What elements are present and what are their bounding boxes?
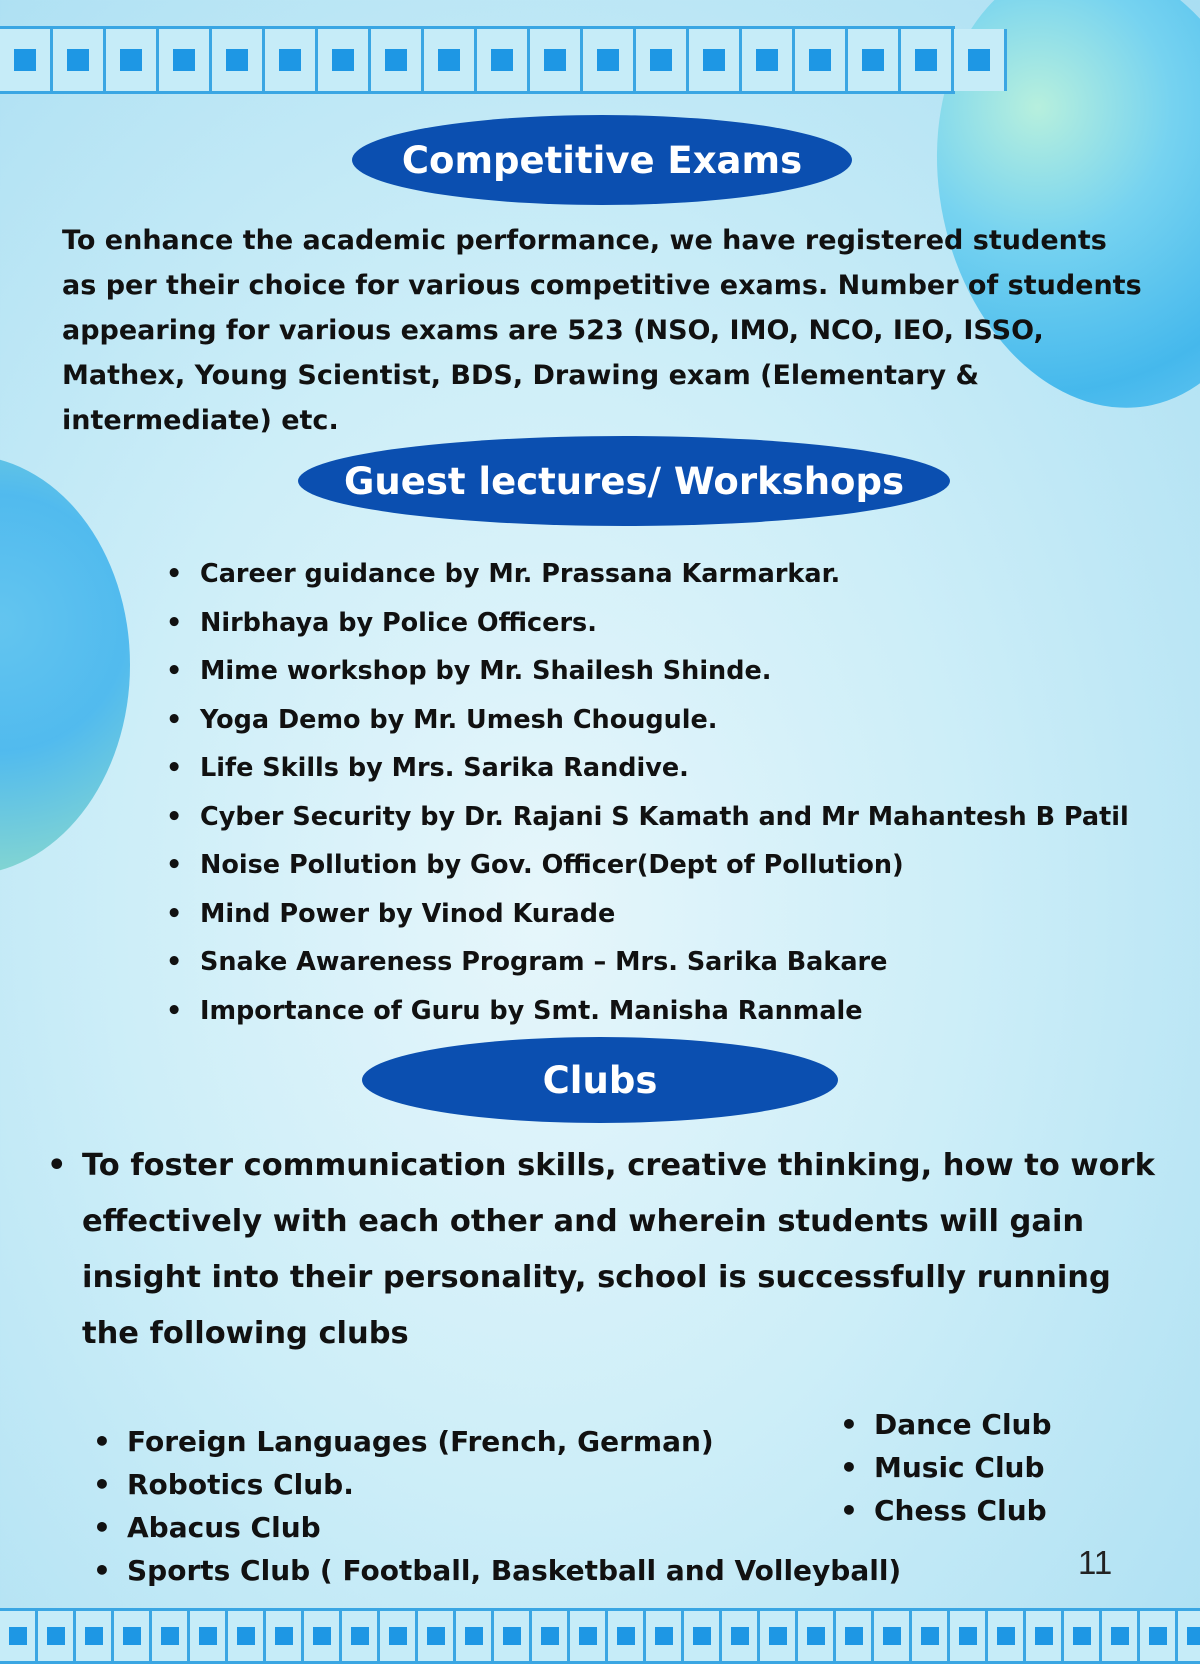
guest-lectures-title: Guest lectures/ Workshops bbox=[344, 459, 904, 503]
clubs-list-right bbox=[840, 1403, 1052, 1532]
clubs-intro bbox=[82, 1138, 1172, 1362]
decorative-blob-left bbox=[0, 455, 130, 875]
competitive-exams-heading bbox=[352, 115, 852, 205]
competitive-exams-title: Competitive Exams bbox=[401, 138, 803, 182]
bottom-border-strip bbox=[0, 1608, 1200, 1664]
list-item: • Yoga Demo by Mr. Umesh Chougule. bbox=[166, 696, 1129, 745]
page-number: 11 bbox=[1078, 1544, 1113, 1581]
list-item: • Career guidance by Mr. Prassana Karmarkar. bbox=[166, 550, 1129, 599]
clubs-intro-text: To foster communication skills, creative thinking, how to work effectively with each other and wherein students will gain insight into their personality, school is successfully running the following clubs bbox=[82, 1148, 1155, 1351]
list-item: • Life Skills by Mrs. Sarika Randive. bbox=[166, 744, 1129, 793]
list-item: • Sports Club ( Football, Basketball and Volleyball) bbox=[93, 1549, 901, 1592]
list-item: • Music Club bbox=[840, 1446, 1052, 1489]
list-item: • Cyber Security by Dr. Rajani S Kamath and Mr Mahantesh B Patil bbox=[166, 793, 1129, 842]
list-item: • Foreign Languages (French, German) bbox=[93, 1420, 901, 1463]
clubs-heading bbox=[362, 1037, 838, 1123]
list-item: • Chess Club bbox=[840, 1489, 1052, 1532]
top-border-strip bbox=[0, 26, 955, 94]
list-item: • Nirbhaya by Police Officers. bbox=[166, 599, 1129, 648]
list-item: • Dance Club bbox=[840, 1403, 1052, 1446]
list-item: • Abacus Club bbox=[93, 1506, 901, 1549]
list-item: • Snake Awareness Program – Mrs. Sarika Bakare bbox=[166, 938, 1129, 987]
list-item: • Noise Pollution by Gov. Officer(Dept of Pollution) bbox=[166, 841, 1129, 890]
list-item: • Importance of Guru by Smt. Manisha Ranmale bbox=[166, 987, 1129, 1036]
clubs-title: Clubs bbox=[542, 1058, 658, 1102]
list-item: • Robotics Club. bbox=[93, 1463, 901, 1506]
guest-lectures-heading bbox=[298, 436, 950, 526]
list-item: • Mime workshop by Mr. Shailesh Shinde. bbox=[166, 647, 1129, 696]
list-item: • Mind Power by Vinod Kurade bbox=[166, 890, 1129, 939]
clubs-list-left bbox=[93, 1420, 901, 1592]
competitive-exams-text: To enhance the academic performance, we have registered students as per their choice for various competitive exams. Number of students appearing for various exams are 523 (NSO, IMO, NCO, IEO, ISSO, Mathex, Young Scientist, BDS, Drawing exam (Elementary & intermediate) etc. bbox=[62, 225, 1142, 436]
guest-lectures-list bbox=[166, 550, 1129, 1035]
